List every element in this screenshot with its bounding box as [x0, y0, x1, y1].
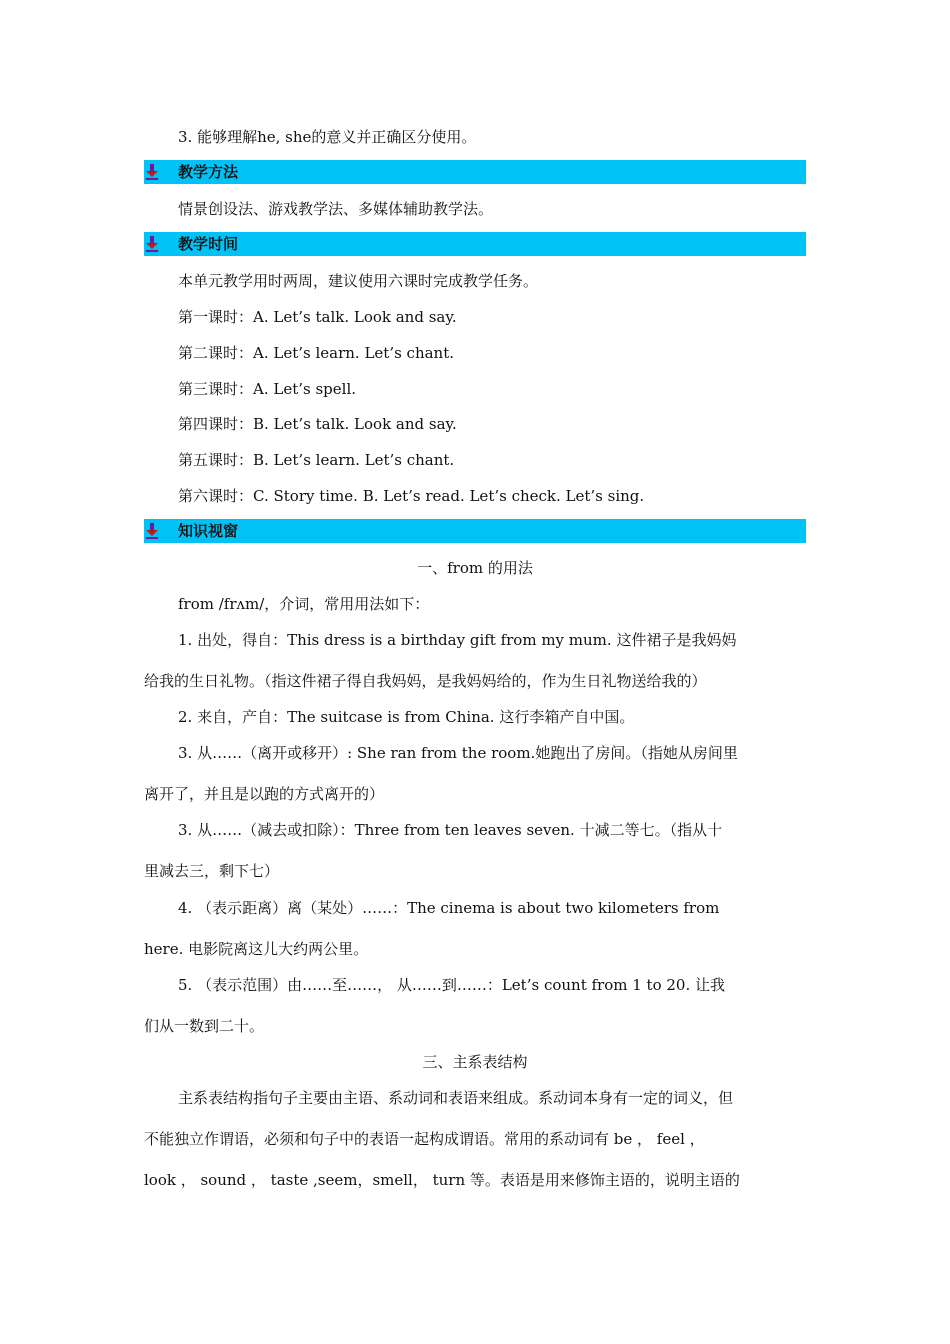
paragraph-line: here. 电影院离这儿大约两公里。 — [144, 940, 369, 958]
paragraph-line: 3. 从……（减去或扣除）：Three from ten leaves seven. 十减二等七。（指从十 — [178, 821, 723, 839]
lesson-item: 第一课时：A. Let’s talk. Look and say. — [178, 308, 457, 326]
down-arrow-bullet-icon — [146, 523, 158, 539]
down-arrow-bullet-icon — [146, 236, 158, 252]
lesson-item: 第三课时：A. Let’s spell. — [178, 380, 357, 398]
section-title: 教学时间 — [178, 235, 239, 253]
subsection-title: 一、from 的用法 — [417, 559, 533, 577]
paragraph-line: 不能独立作谓语，必须和句子中的表语一起构成谓语。常用的系动词有 be ， feel ， — [144, 1130, 705, 1148]
paragraph-line: 3. 从……（离开或移开）: She ran from the room.她跑出了房间。（指她从房间里 — [178, 744, 738, 762]
section-title: 知识视窗 — [178, 522, 239, 540]
paragraph-line: look ， sound ， taste ,seem，smell， turn 等。表语是用来修饰主语的，说明主语的 — [144, 1171, 740, 1189]
section-heading-method — [144, 160, 806, 184]
section-title: 教学方法 — [178, 163, 239, 181]
down-arrow-bullet-icon — [146, 164, 158, 180]
paragraph-line: 们从一数到二十。 — [144, 1017, 265, 1035]
lesson-item: 第六课时：C. Story time. B. Let’s read. Let’s check. Let’s sing. — [178, 487, 645, 505]
paragraph-line: 给我的生日礼物。（指这件裙子得自我妈妈，是我妈妈给的，作为生日礼物送给我的） — [144, 672, 707, 690]
time-intro: 本单元教学用时两周，建议使用六课时完成教学任务。 — [178, 272, 539, 290]
paragraph-line: 1. 出处，得自：This dress is a birthday gift from my mum. 这件裙子是我妈妈 — [178, 631, 737, 649]
paragraph-line: 主系表结构指句子主要由主语、系动词和表语来组成。系动词本身有一定的词义，但 — [178, 1089, 734, 1107]
lesson-item: 第五课时：B. Let’s learn. Let’s chant. — [178, 451, 455, 469]
paragraph-line: 4. （表示距离）离（某处）……：The cinema is about two kilometers from — [178, 899, 720, 917]
subsection-title: 三、主系表结构 — [422, 1053, 528, 1071]
objective-item-3: 3. 能够理解he, she的意义并正确区分使用。 — [178, 128, 477, 146]
paragraph-line: from /frʌm/，介词，常用用法如下： — [178, 595, 430, 613]
section-heading-time — [144, 232, 806, 256]
section-heading-knowledge — [144, 519, 806, 543]
paragraph-line: 里减去三，剩下七） — [144, 862, 280, 880]
paragraph-line: 离开了，并且是以跑的方式离开的） — [144, 785, 385, 803]
paragraph-line: 2. 来自，产自：The suitcase is from China. 这行李箱产自中国。 — [178, 708, 635, 726]
method-content: 情景创设法、游戏教学法、多媒体辅助教学法。 — [178, 200, 494, 218]
lesson-item: 第四课时：B. Let’s talk. Look and say. — [178, 415, 457, 433]
paragraph-line: 5. （表示范围）由……至……， 从……到……：Let’s count from 1 to 20. 让我 — [178, 976, 726, 994]
lesson-item: 第二课时：A. Let’s learn. Let’s chant. — [178, 344, 455, 362]
